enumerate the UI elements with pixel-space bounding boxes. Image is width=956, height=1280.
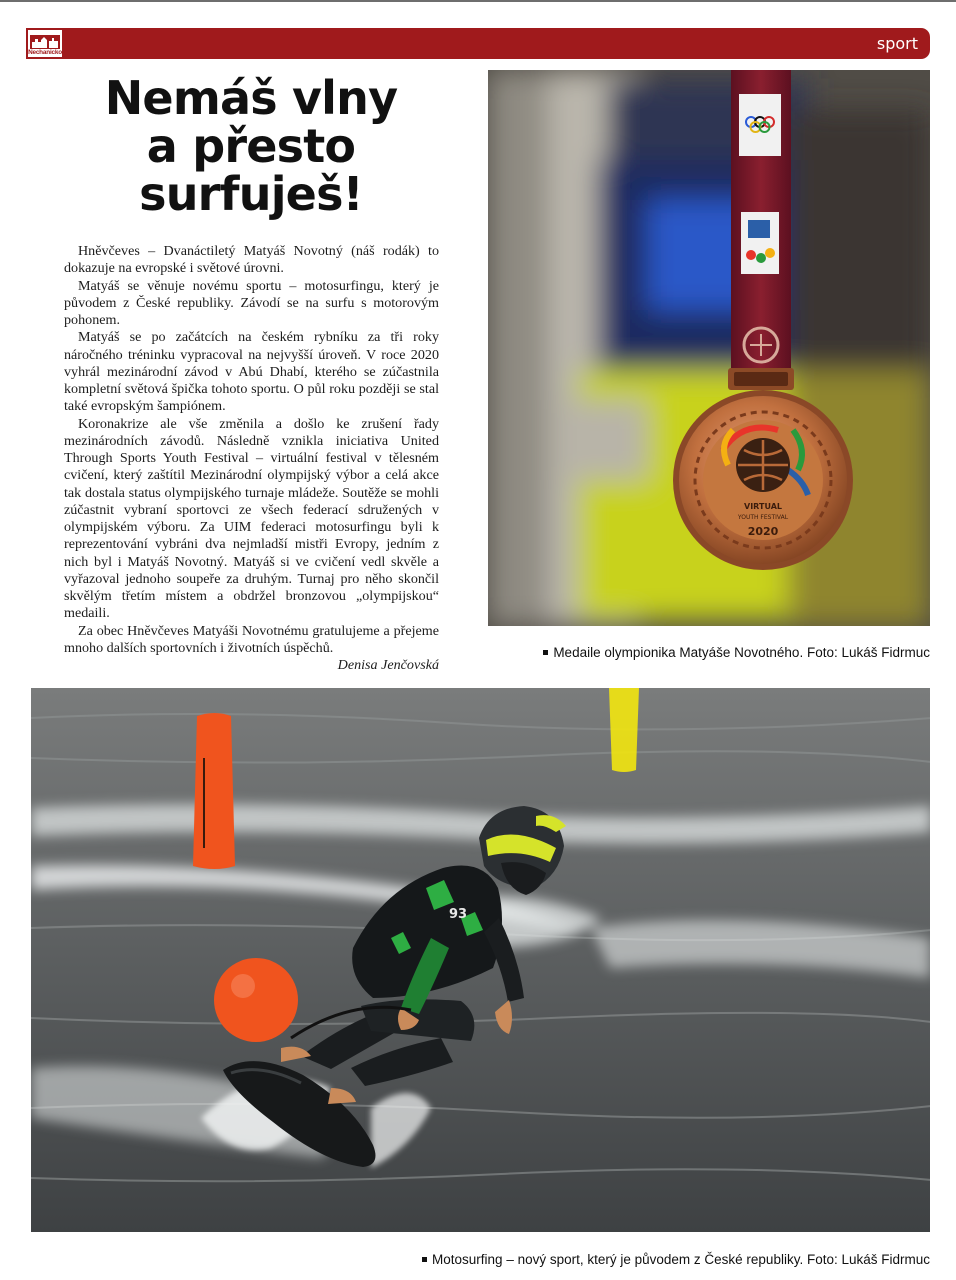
article-paragraph-5: Za obec Hněvčeves Matyáši Novotnému gratulujeme a přejeme mnoho dalších sportovních i životních úspěchů. [64,622,439,656]
medal-photo-caption [543,645,930,661]
headline-line-2: a přesto [146,119,356,173]
article-paragraph-4: Koronakrize ale vše změnila a došlo ke zrušení řady mezinárodních závodů. Následně vznikla iniciativa United Through Sports Youth Festival – virtuální festival v tělesném cvičení, který zaštítil Mezinárodní olympijský výbor a celá akce tak dostala status olympijského turnaje mládeže. Soutěže se mohli zúčastnit vybraní sportovci ze všech federací sdružených v olympijském výboru. Za UIM federaci motosurfingu byli k reprezentování vybráni dva nejmladší mistři Evropy, jedním z nich byl i Matyáš Novotný. Matyáš si ve cvičení vedl skvěle a vyřazoval jednoho soupeře za druhým. Turnaj pro něho skončil skvělým třetím místem a obdržel bronzovou „olympijskou“ medaili. [64,415,439,622]
article-paragraph-1: Hněvčeves – Dvanáctiletý Matyáš Novotný (náš rodák) to dokazuje na evropské i světové úrovni. [64,243,439,277]
section-label: sport [876,34,918,53]
section-header-bar [26,28,930,59]
village-logo-text: Nechanicko [28,49,62,56]
caption-bullet-icon [543,650,548,655]
article-author: Denisa Jenčovská [337,657,439,673]
headline-line-1: Nemáš vlny [104,71,398,125]
article-paragraph-2: Matyáš se věnuje novému sportu – motosurfingu, který je původem z České republiky. Závodí se na surfu s motorovým pohonem. [64,277,439,328]
article-headline [64,71,438,221]
village-logo-icon [30,35,60,49]
motosurf-photo-illustration [31,688,930,1232]
medal-photo-illustration [488,70,930,626]
rider-number: 93 [449,907,468,922]
article-paragraph-3: Matyáš se po začátcích na českém rybníku za tři roky náročného tréninku vypracoval na nejvyšší úroveň. V roce 2020 vyhrál mezinárodní závod v Abú Dhabí, kterého se zúčastnila kompletní světová špička tohoto sportu. O půl roku později se stal také evropským šampiónem. [64,329,439,415]
motosurf-caption-text: Motosurfing – nový sport, který je původem z České republiky. Foto: Lukáš Fidrmuc [432,1252,930,1267]
motosurf-photo [31,688,930,1232]
caption-bullet-icon [422,1257,427,1262]
medal-text-1: VIRTUAL [744,502,782,511]
headline-line-3: surfuješ! [139,167,363,221]
medal-year: 2020 [747,525,779,538]
medal-photo [488,70,930,626]
article-body [64,243,439,674]
medal-text-2: YOUTH FESTIVAL [737,514,789,521]
village-logo [26,28,64,59]
motosurf-photo-caption [422,1252,930,1268]
medal-caption-text: Medaile olympionika Matyáše Novotného. Foto: Lukáš Fidrmuc [553,645,930,660]
top-rule [0,0,956,2]
